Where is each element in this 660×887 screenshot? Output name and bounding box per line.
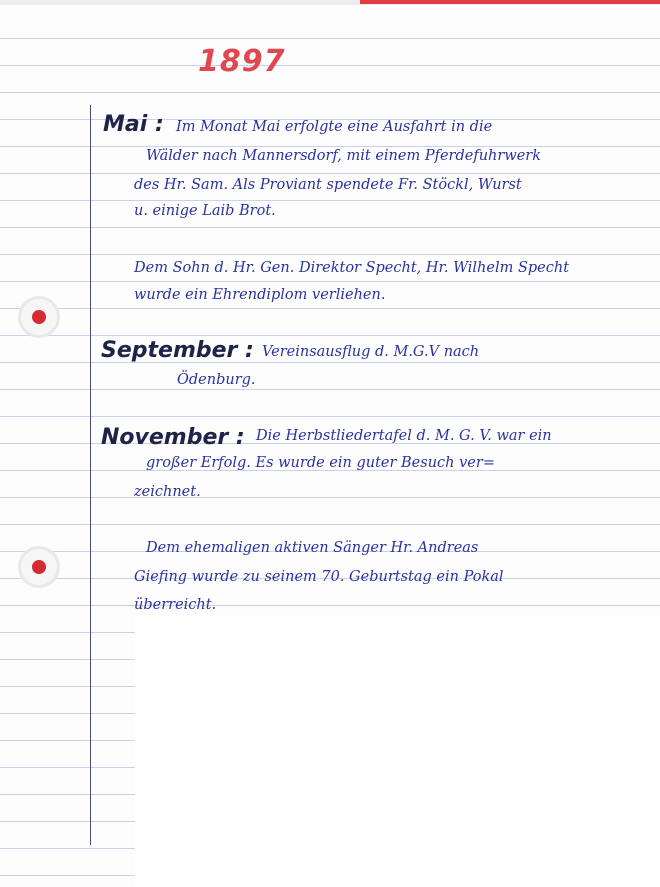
entry-line: Ödenburg. <box>177 372 256 388</box>
entry-line: überreicht. <box>134 597 217 613</box>
margin-line <box>90 105 91 845</box>
blank-paper-area <box>135 615 660 887</box>
entry-line: Vereinsausflug d. M.G.V nach <box>262 344 480 360</box>
punch-hole-dot <box>32 310 46 324</box>
month-label-september: September : <box>101 338 254 363</box>
punch-hole-lower <box>18 546 60 588</box>
punch-hole-dot <box>32 560 46 574</box>
entry-line: u. einige Laib Brot. <box>134 203 276 219</box>
year-heading: 1897 <box>198 44 286 79</box>
entry-line: wurde ein Ehrendiplom verliehen. <box>134 287 386 303</box>
page-top-red-edge <box>360 0 660 4</box>
entry-line: des Hr. Sam. Als Proviant spendete Fr. Stöckl, Wurst <box>134 177 522 193</box>
punch-hole-upper <box>18 296 60 338</box>
entry-line: Wälder nach Mannersdorf, mit einem Pferdefuhrwerk <box>146 148 542 164</box>
entry-line: Dem ehemaligen aktiven Sänger Hr. Andreas <box>146 540 479 556</box>
entry-line: Im Monat Mai erfolgte eine Ausfahrt in die <box>176 119 493 135</box>
entry-line: Die Herbstliedertafel d. M. G. V. war ein <box>256 428 552 444</box>
entry-line: zeichnet. <box>134 484 201 500</box>
entry-line: großer Erfolg. Es wurde ein guter Besuch ver= <box>146 455 495 471</box>
month-label-november: November : <box>101 425 245 450</box>
entry-line: Giefing wurde zu seinem 70. Geburtstag ein Pokal <box>134 569 504 585</box>
entry-line: Dem Sohn d. Hr. Gen. Direktor Specht, Hr. Wilhelm Specht <box>134 260 570 276</box>
month-label-mai: Mai : <box>103 112 164 137</box>
